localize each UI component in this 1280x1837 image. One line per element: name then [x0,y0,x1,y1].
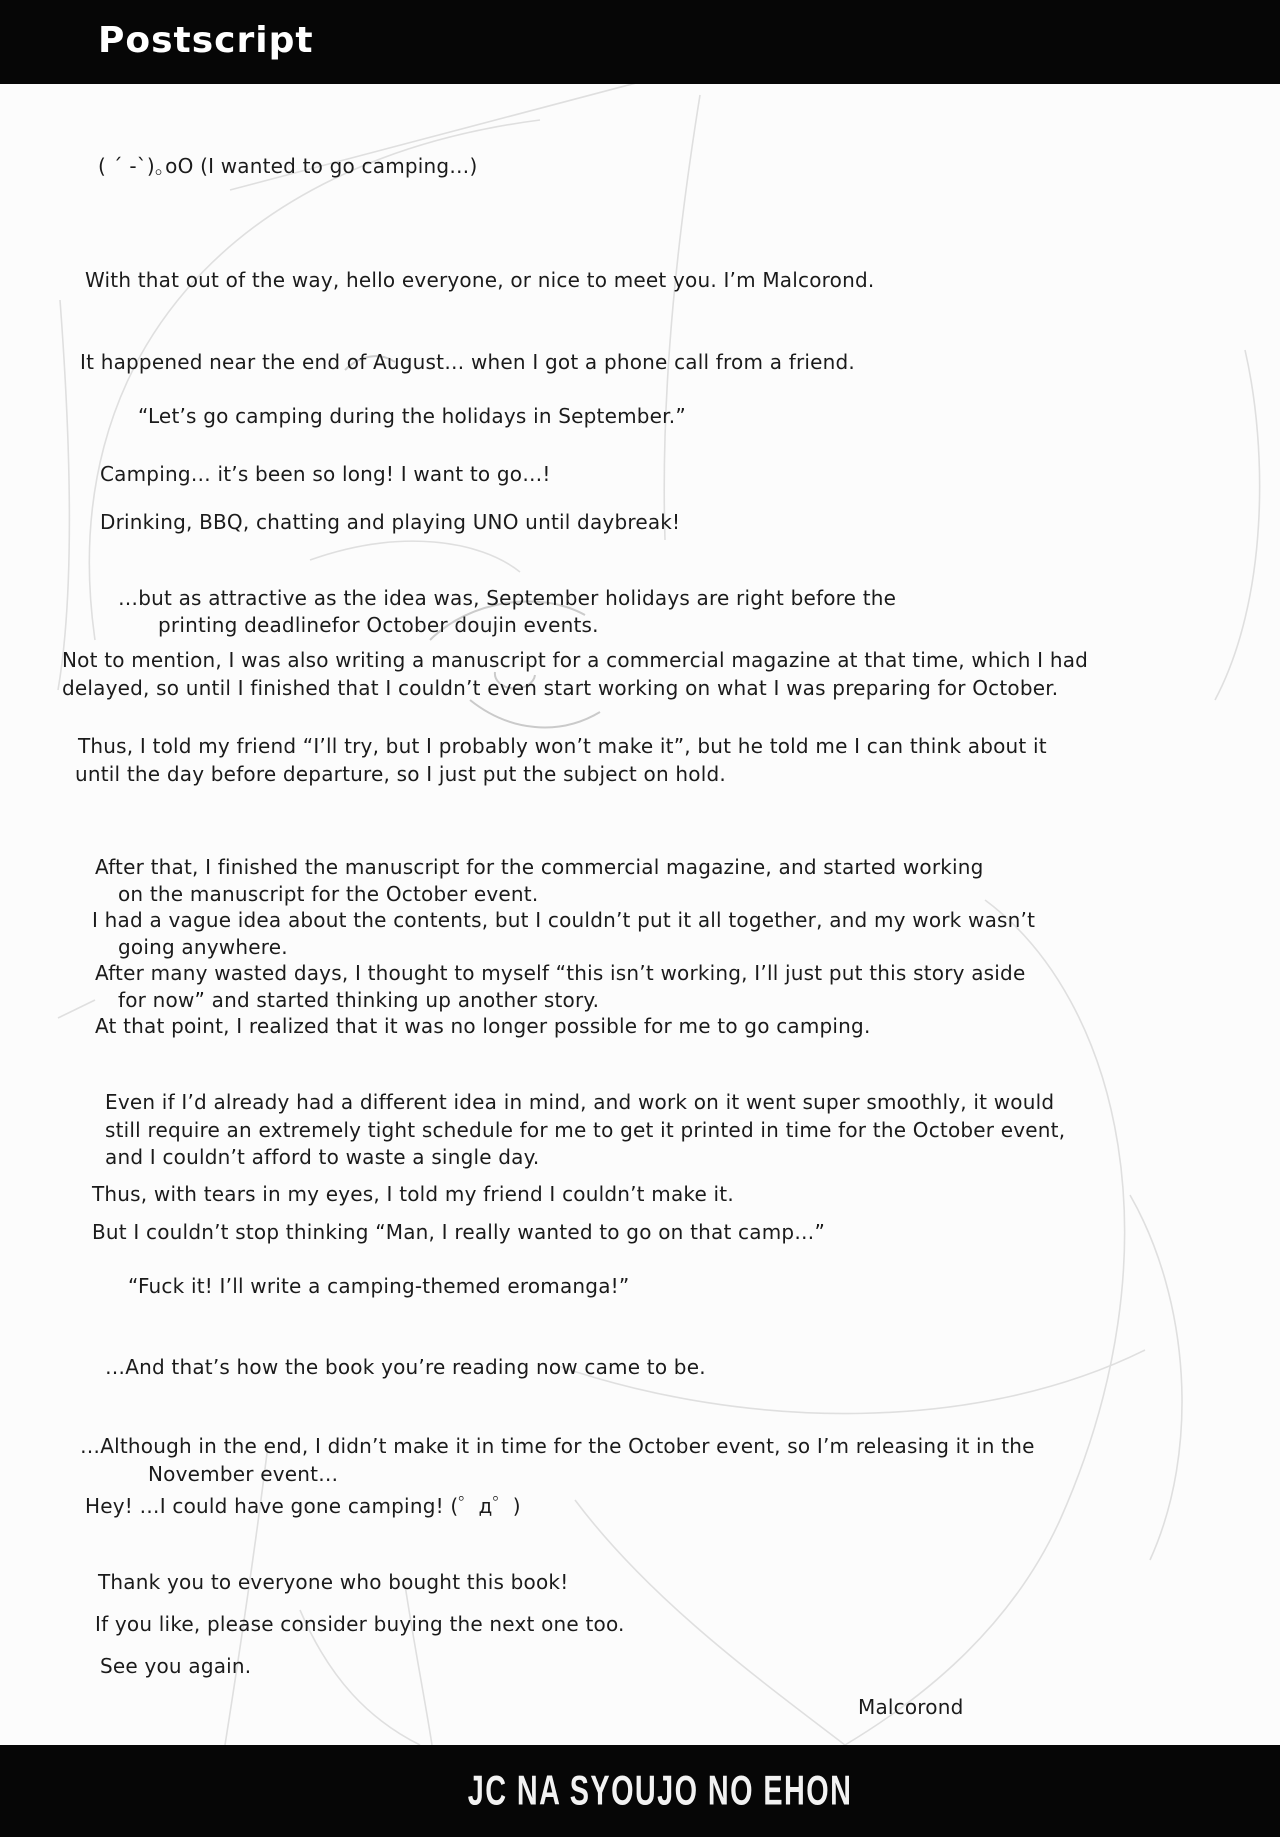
text-line: delayed, so until I finished that I couldn’t even start working on what I was preparing for October. [62,676,1059,700]
text-line: printing deadlinefor October doujin events. [158,613,599,637]
text-line: on the manuscript for the October event. [118,882,539,906]
text-line: After that, I finished the manuscript for the commercial magazine, and started working [95,855,984,879]
text-line: Camping… it’s been so long! I want to go…! [100,462,551,486]
text-line: November event… [148,1462,339,1486]
text-line: going anywhere. [118,935,288,959]
thought-emoticon-line: ( ´ -`)｡oO (I wanted to go camping…) [98,154,478,178]
text-line: But I couldn’t stop thinking “Man, I really wanted to go on that camp…” [92,1220,826,1244]
text-line: “Fuck it! I’ll write a camping-themed eromanga!” [128,1274,630,1298]
text-line: Thus, I told my friend “I’ll try, but I probably won’t make it”, but he told me I can think about it [78,734,1047,758]
text-line: Drinking, BBQ, chatting and playing UNO until daybreak! [100,510,681,534]
text-line: It happened near the end of August… when I got a phone call from a friend. [80,350,855,374]
text-line: With that out of the way, hello everyone, or nice to meet you. I’m Malcorond. [85,268,875,292]
text-line: and I couldn’t afford to waste a single day. [105,1145,540,1169]
text-line: …but as attractive as the idea was, September holidays are right before the [118,586,897,610]
book-title: JC NA SYOUJO NO EHON [467,1767,853,1814]
text-line: Thank you to everyone who bought this book! [98,1570,569,1594]
text-line: Hey! …I could have gone camping! (゜д゜) [85,1494,521,1518]
text-line: Even if I’d already had a different idea in mind, and work on it went super smoothly, it would [105,1090,1055,1114]
text-line: for now” and started thinking up another story. [118,988,600,1012]
text-line: At that point, I realized that it was no longer possible for me to go camping. [95,1014,871,1038]
header-bar [0,0,1280,84]
text-line: See you again. [100,1654,252,1678]
text-line: Not to mention, I was also writing a manuscript for a commercial magazine at that time, which I had [62,648,1089,672]
footer-bar [0,1745,1280,1837]
text-line: If you like, please consider buying the next one too. [95,1612,625,1636]
text-line: “Let’s go camping during the holidays in September.” [138,404,686,428]
text-line: …Although in the end, I didn’t make it in time for the October event, so I’m releasing it in the [80,1434,1035,1458]
text-line: …And that’s how the book you’re reading now came to be. [105,1355,706,1379]
text-line: After many wasted days, I thought to myself “this isn’t working, I’ll just put this story aside [95,961,1026,985]
author-signature: Malcorond [858,1695,964,1719]
text-line: until the day before departure, so I just put the subject on hold. [75,762,726,786]
text-line: I had a vague idea about the contents, but I couldn’t put it all together, and my work wasn’t [92,908,1036,932]
text-line: Thus, with tears in my eyes, I told my friend I couldn’t make it. [92,1182,734,1206]
text-line: still require an extremely tight schedule for me to get it printed in time for the October event, [105,1118,1066,1142]
page-title: Postscript [98,20,314,61]
